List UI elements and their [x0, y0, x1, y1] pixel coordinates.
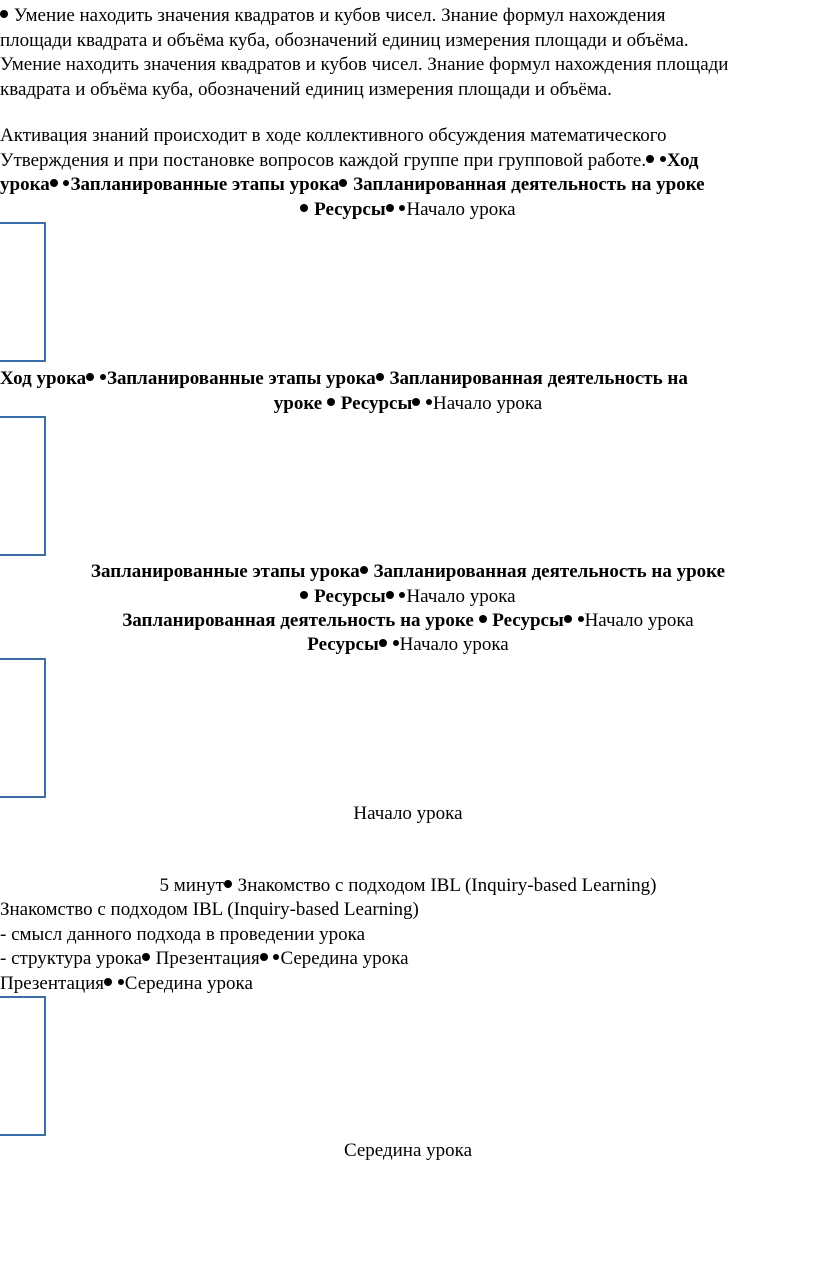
section2-line-2: уроке Ресурсы Начало урока: [273, 393, 543, 414]
section5-body: [0, 898, 816, 996]
image-frame-4: [0, 996, 46, 1136]
bullet-icon: [260, 953, 268, 961]
activation-line-2: Утверждения и при постановке вопросов каждой группе при групповой работе. Ход: [0, 149, 699, 171]
bullet-icon: [399, 592, 405, 598]
bullet-icon: [399, 205, 405, 211]
image-frame-1: [0, 222, 46, 362]
bullet-icon: [360, 566, 368, 574]
image-frame-3: [0, 658, 46, 798]
section3-line-4: Ресурсы Начало урока: [307, 634, 509, 655]
section2-line-1: Ход урока Запланированные этапы урока Запланированная деятельность на: [0, 368, 688, 389]
bullet-icon: [564, 615, 572, 623]
bullet-icon: [339, 179, 347, 187]
section3-line-2: Ресурсы Начало урока: [0, 585, 816, 610]
intro-line-1: Умение находить значения квадратов и кубов чисел. Знание формул нахождения: [0, 4, 816, 29]
bullet-icon: [273, 954, 279, 960]
section5-line-2: Знакомство с подходом IBL (Inquiry-based Learning): [0, 899, 419, 920]
bullet-icon: [63, 180, 69, 186]
image-frame-2: [0, 416, 46, 556]
bullet-icon: [86, 373, 94, 381]
section5-line-5: Презентация Середина урока: [0, 972, 253, 994]
bullet-icon: [426, 399, 432, 405]
bullet-icon: [386, 591, 394, 599]
section3-line-1: Запланированные этапы урока Запланированная деятельность на уроке: [90, 561, 726, 582]
bullet-icon: [104, 978, 112, 986]
activation-line-4: Ресурсы Начало урока: [0, 198, 816, 223]
bullet-icon: [0, 10, 8, 18]
section6-heading: Середина урока: [343, 1140, 473, 1161]
section3-line-3: Запланированная деятельность на уроке Ресурсы Начало урока: [122, 610, 694, 631]
bullet-icon: [578, 616, 584, 622]
bullet-icon: [412, 398, 420, 406]
bullet-icon: [379, 639, 387, 647]
activation-paragraph: [0, 124, 816, 198]
section5-line-1: 5 минут Знакомство с подходом IBL (Inquiry-based Learning): [159, 875, 657, 896]
bullet-icon: [327, 398, 335, 406]
bullet-icon: [660, 156, 666, 162]
bullet-icon: [376, 373, 384, 381]
bullet-icon: [393, 640, 399, 646]
intro-paragraph: [0, 4, 816, 102]
bullet-icon: [142, 953, 150, 961]
section5-line-3: - смысл данного подхода в проведении урока: [0, 923, 365, 945]
bullet-icon: [479, 615, 487, 623]
bullet-icon: [224, 880, 232, 888]
activation-line-3: урока Запланированные этапы урока Запланированная деятельность на уроке: [0, 174, 705, 195]
bullet-icon: [646, 155, 654, 163]
intro-line-4: квадрата и объёма куба, обозначений единиц измерения площади и объёма.: [0, 78, 612, 100]
bullet-icon: [386, 204, 394, 212]
bullet-icon: [300, 591, 308, 599]
bullet-icon: [50, 179, 58, 187]
intro-line-2: площади квадрата и объёма куба, обозначений единиц измерения площади и объёма.: [0, 29, 689, 51]
bullet-icon: [300, 204, 308, 212]
section4-heading: Начало урока: [353, 803, 463, 824]
bullet-icon: [100, 374, 106, 380]
section5-line-4: - структура урока Презентация Середина урока: [0, 948, 409, 969]
bullet-icon: [118, 979, 124, 985]
activation-line-1: Активация знаний происходит в ходе коллективного обсуждения математического: [0, 125, 667, 146]
intro-line-3: Умение находить значения квадратов и кубов чисел. Знание формул нахождения площади: [0, 54, 729, 75]
